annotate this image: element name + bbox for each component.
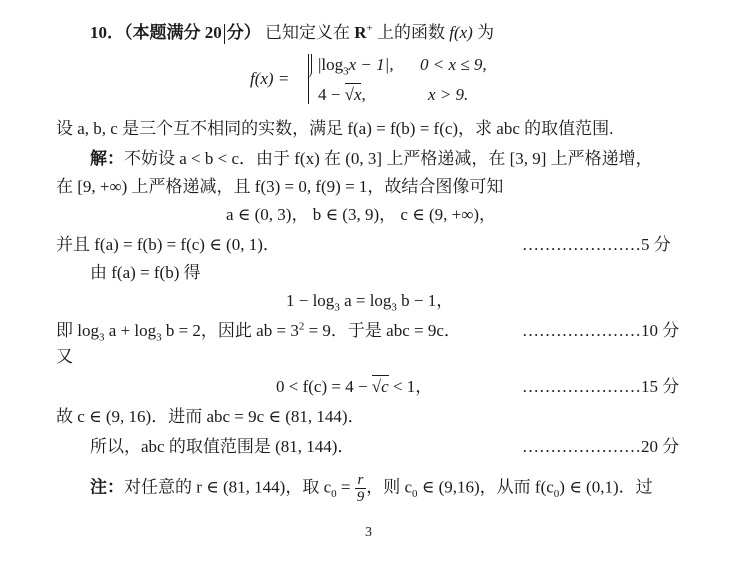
solution-line-10: 故 c ∈ (9, 16)．进而 abc = 9c ∈ (81, 144)． xyxy=(56,407,365,426)
problem-intro-tail: 上的函数 xyxy=(377,23,445,42)
solution-label: 解： xyxy=(90,149,124,168)
case-2-sqrt: √x xyxy=(344,85,362,104)
solution-line-5: 由 f(a) = f(b) 得 xyxy=(90,263,201,282)
definition-lhs: f(x) = xyxy=(250,69,290,88)
solution-line-6: $1 - \log_3 a = \log_3 b - 1$， xyxy=(286,291,454,314)
case-1-rest: x − 1|, xyxy=(348,55,394,74)
problem-statement: 设 a, b, c 是三个互不相同的实数，满足 f(a) = f(b) = f(c)，求 abc 的取值范围. xyxy=(56,119,614,138)
case-1 xyxy=(318,54,394,76)
fraction-r-over-9: $\frac{r}{9}$ xyxy=(356,472,365,505)
solution-line-2: 在 [9, +∞) 上严格递减，且 f(3) = 0, f(9) = 1，故结合图像可知 xyxy=(56,177,504,196)
case-1-expr: |log xyxy=(318,55,344,74)
solution-line-11: 所以，abc 的取值范围是 (81, 144)． xyxy=(90,437,355,456)
case-1-base: 3 xyxy=(343,65,349,78)
note-line: 注：对任意的 r ∈ (81, 144)，取 $c_0$ = $\frac{r}{9}$ ，则 $c_0$ ∈ (9,16)，从而 $f(c_0)$ ∈ (0,1)．过 xyxy=(90,472,653,505)
solution-line-9: 0 < f(c) = 4 − √c < 1， xyxy=(276,377,433,396)
score-marker-5: …………………5 分 xyxy=(522,235,671,254)
case-2-condition: x > 9. xyxy=(428,85,469,104)
case-1-condition: 0 < x ≤ 9, xyxy=(420,55,487,74)
solution-line-4: 并且 f(a) = f(b) = f(c) ∈ (0, 1)． xyxy=(56,235,280,254)
page-number: 3 xyxy=(365,525,372,540)
problem-number: 10． xyxy=(90,23,124,42)
problem-points-unit: 分） xyxy=(226,23,261,42)
solution-line-8: 又 xyxy=(56,347,73,366)
score-marker-15: …………………15 分 xyxy=(522,377,680,396)
text-cursor xyxy=(224,24,225,44)
case-2 xyxy=(318,84,366,106)
case-2-expr: 4 − xyxy=(318,85,345,104)
problem-intro-end: 为 xyxy=(477,23,495,42)
domain-sup: + xyxy=(366,22,373,35)
problem-points: （本题满分 20 xyxy=(124,23,222,42)
solution-line-1: 解：不妨设 a < b < c．由于 f(x) 在 (0, 3] 上严格递减，在 [3, 9] 上严格递增， xyxy=(90,149,653,168)
score-marker-20: …………………20 分 xyxy=(522,437,680,456)
solution-line-3: a ∈ (0, 3)， b ∈ (3, 9)， c ∈ (9, +∞)， xyxy=(226,205,497,224)
case-2-tail: , xyxy=(361,85,366,104)
function-name: f(x) xyxy=(449,23,473,42)
domain-set: R xyxy=(354,23,367,42)
solution-line-7: 即 $\log_3 a + \log_3 b = 2$，因此 ab = $3^2 = 9$．于是 abc = 9c． xyxy=(56,320,461,344)
note-label: 注： xyxy=(90,477,124,497)
problem-header xyxy=(90,22,494,44)
problem-intro: 已知定义在 xyxy=(265,23,350,42)
score-marker-10: …………………10 分 xyxy=(522,321,680,340)
